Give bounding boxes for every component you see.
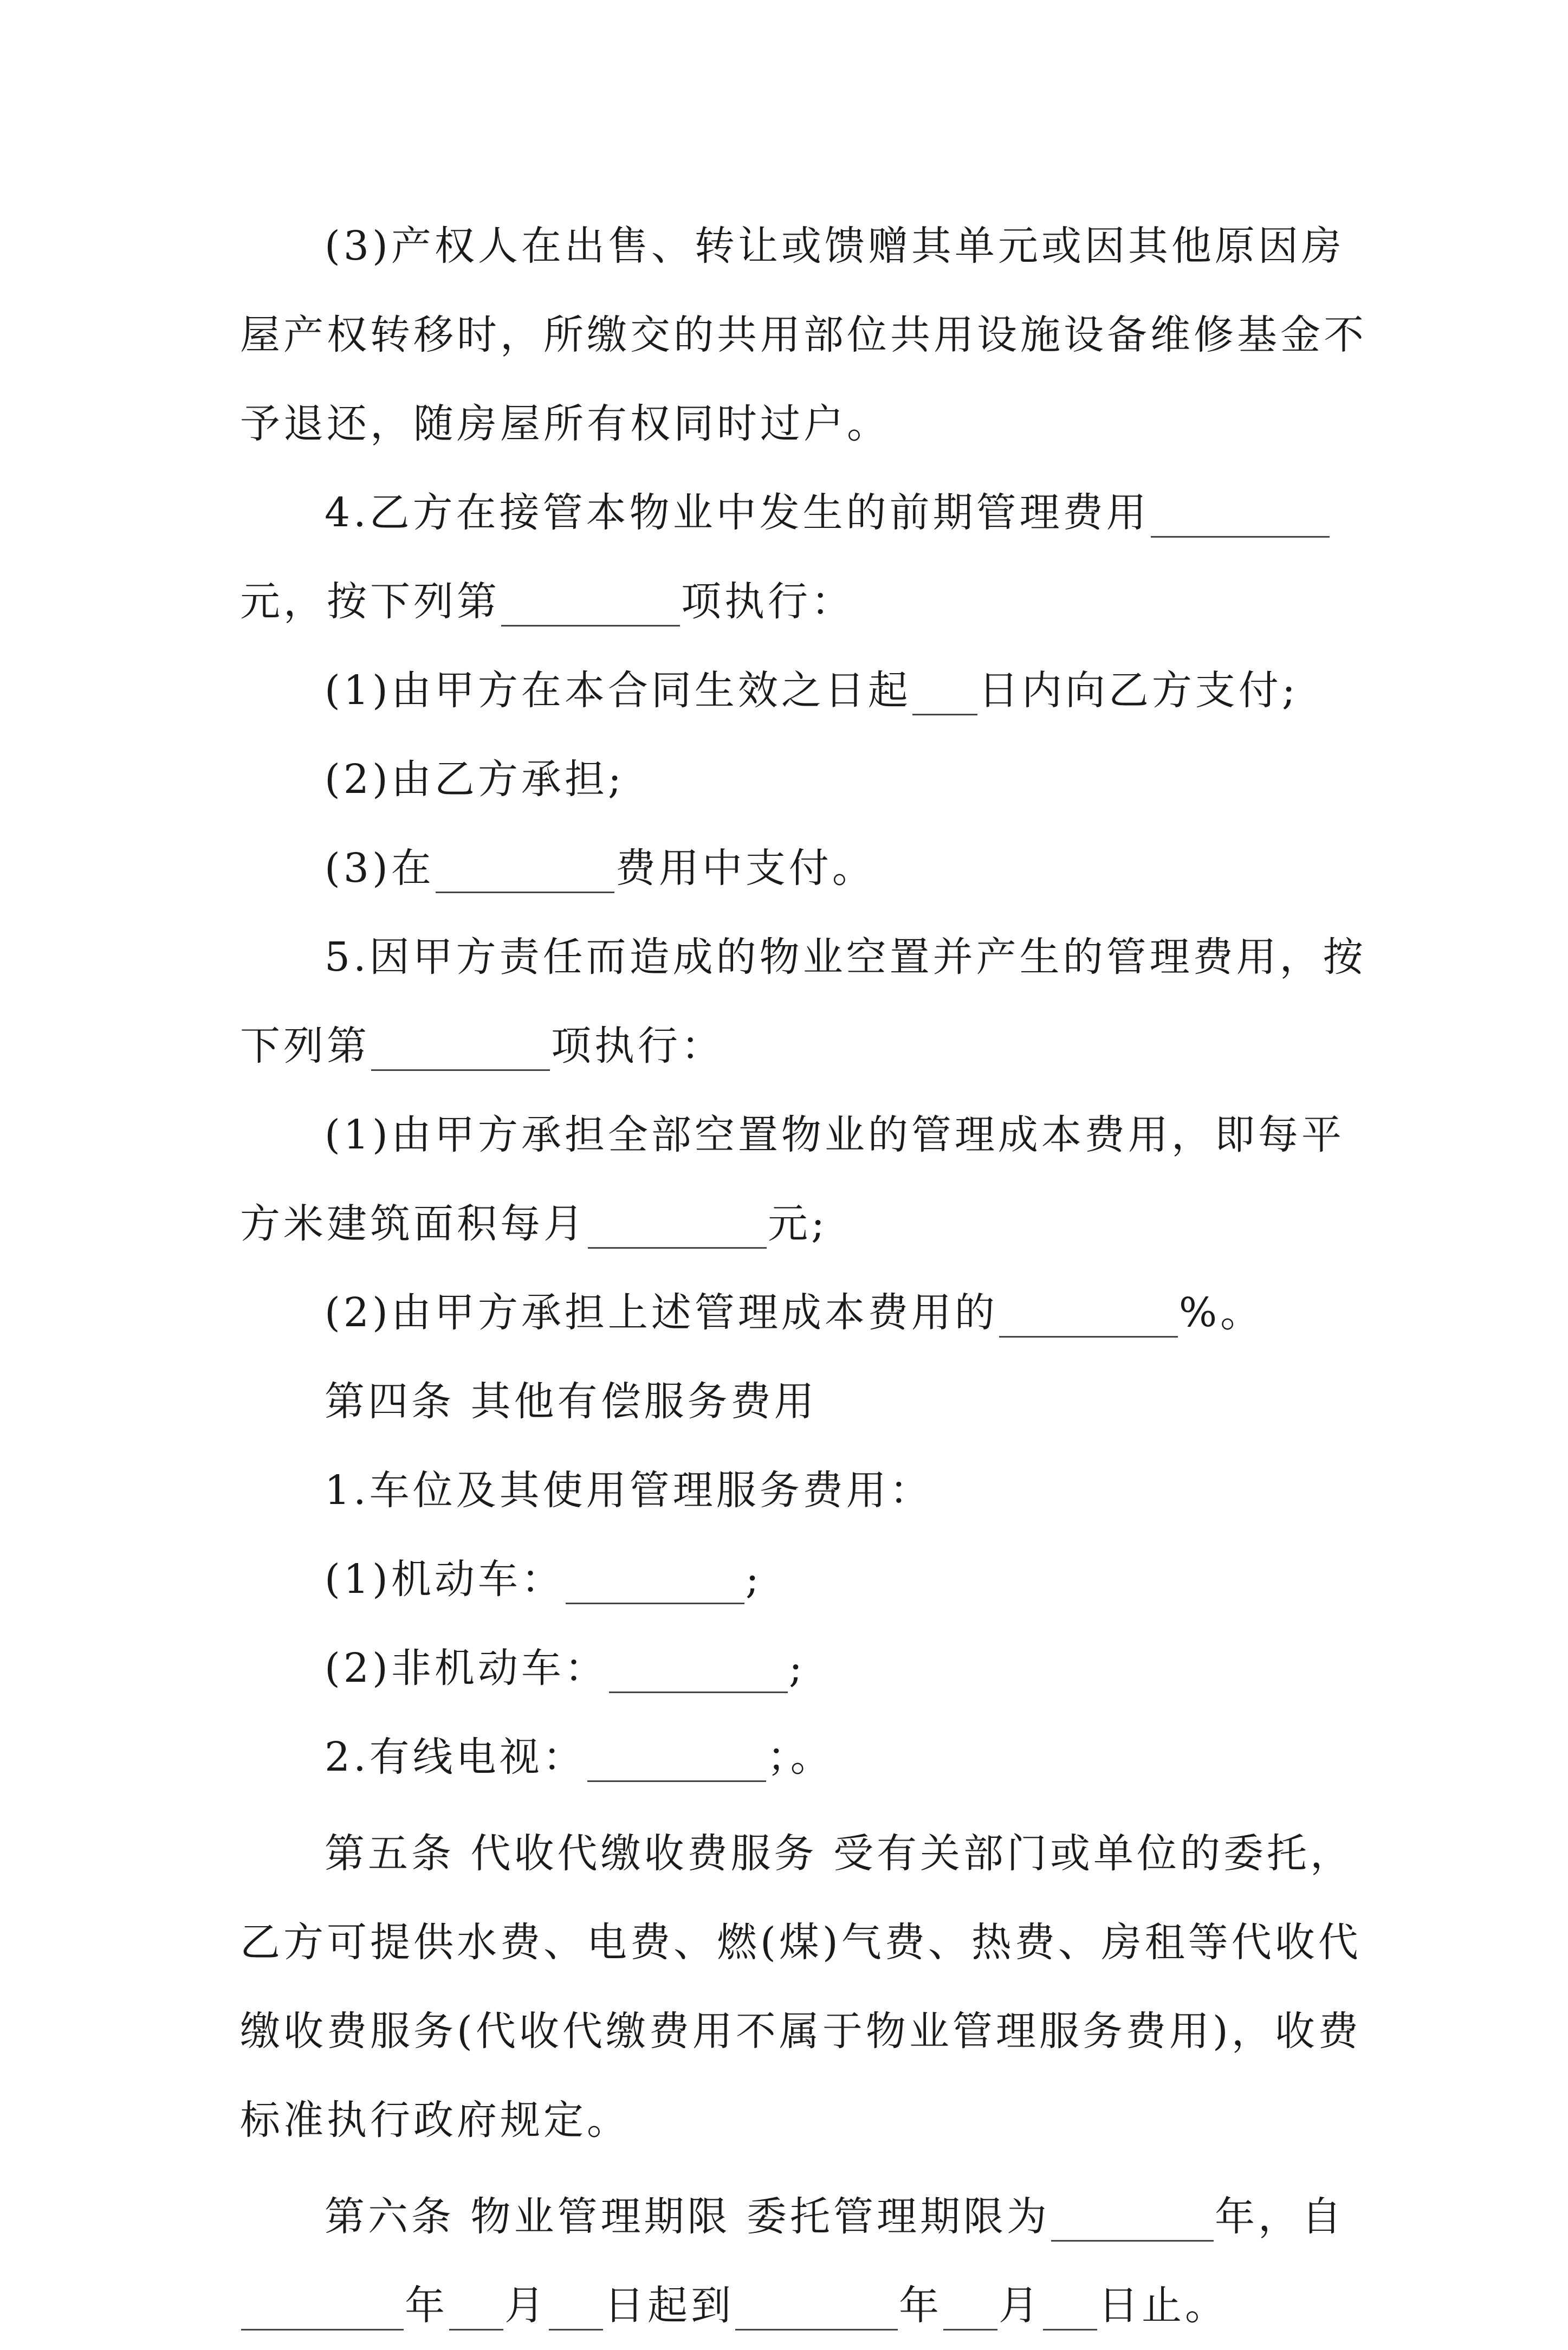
blank-field[interactable] <box>999 1294 1178 1338</box>
blank-field[interactable] <box>1151 494 1330 538</box>
blank-field[interactable] <box>1051 2198 1214 2242</box>
paragraph-3-line-2: 屋产权转移时，所缴交的共用部位共用设施设备维修基金不 <box>240 312 1367 358</box>
article-5-line-4: 标准执行政府规定。 <box>240 2097 630 2144</box>
clause-4-line-2: 元，按下列第 项执行： <box>240 557 1340 646</box>
blank-field[interactable] <box>449 2287 503 2330</box>
clause-4-item-2: (2)由乙方承担; <box>325 756 625 803</box>
blank-field[interactable] <box>436 849 614 893</box>
clause-5-item-1-line-1: (1)由甲方承担全部空置物业的管理成本费用，即每平 <box>325 1112 1345 1158</box>
blank-field[interactable] <box>241 2287 404 2330</box>
clause-5-item-2: (2)由甲方承担上述管理成本费用的 %。 <box>240 1268 1340 1357</box>
paragraph-3-line-3: 予退还，随房屋所有权同时过户。 <box>240 401 890 447</box>
blank-field[interactable] <box>371 1027 550 1071</box>
blank-field[interactable] <box>566 1560 744 1604</box>
article-4-item-2: 2.有线电视： ；。 <box>240 1713 1340 1802</box>
article-4-item-1-2: (2)非机动车： ; <box>240 1624 1340 1713</box>
clause-5-line-2: 下列第 项执行： <box>240 1002 1340 1090</box>
blank-field[interactable] <box>1043 2287 1097 2330</box>
article-5-line-3: 缴收费服务(代收代缴费用不属于物业管理服务费用)，收费 <box>240 2008 1362 2055</box>
article-4-item-1-1: (1)机动车： ; <box>240 1535 1340 1624</box>
clause-5-line-1: 5.因甲方责任而造成的物业空置并产生的管理费用，按 <box>325 934 1366 980</box>
article-6-line-1: 第六条 物业管理期限 委托管理期限为 年，自 <box>240 2172 1340 2261</box>
article-6-line-2: 年 月 日起到 年 月 日止。 <box>240 2261 1340 2350</box>
paragraph-3-line-1: (3)产权人在出售、转让或馈赠其单元或因其他原因房 <box>325 223 1345 269</box>
article-4-heading: 第四条 其他有偿服务费用 <box>325 1378 818 1425</box>
blank-field[interactable] <box>609 1649 788 1693</box>
blank-field[interactable] <box>588 1205 767 1249</box>
blank-field[interactable] <box>549 2287 603 2330</box>
blank-field[interactable] <box>735 2287 898 2330</box>
clause-4-item-1: (1)由甲方在本合同生效之日起 日内向乙方支付; <box>240 646 1340 735</box>
article-5-line-2: 乙方可提供水费、电费、燃(煤)气费、热费、房租等代收代 <box>240 1919 1362 1966</box>
document-body <box>240 202 1367 2350</box>
blank-field[interactable] <box>501 583 680 627</box>
clause-4-line-1: 4.乙方在接管本物业中发生的前期管理费用 <box>240 468 1340 557</box>
clause-5-item-1-line-2: 方米建筑面积每月 元; <box>240 1179 1340 1268</box>
clause-4-item-3: (3)在 费用中支付。 <box>240 824 1340 913</box>
blank-field[interactable] <box>912 672 977 715</box>
article-5-line-1: 第五条 代收代缴收费服务 受有关部门或单位的委托， <box>325 1830 1354 1877</box>
blank-field[interactable] <box>587 1738 766 1782</box>
blank-field[interactable] <box>943 2287 997 2330</box>
article-4-item-1: 1.车位及其使用管理服务费用： <box>325 1467 933 1514</box>
